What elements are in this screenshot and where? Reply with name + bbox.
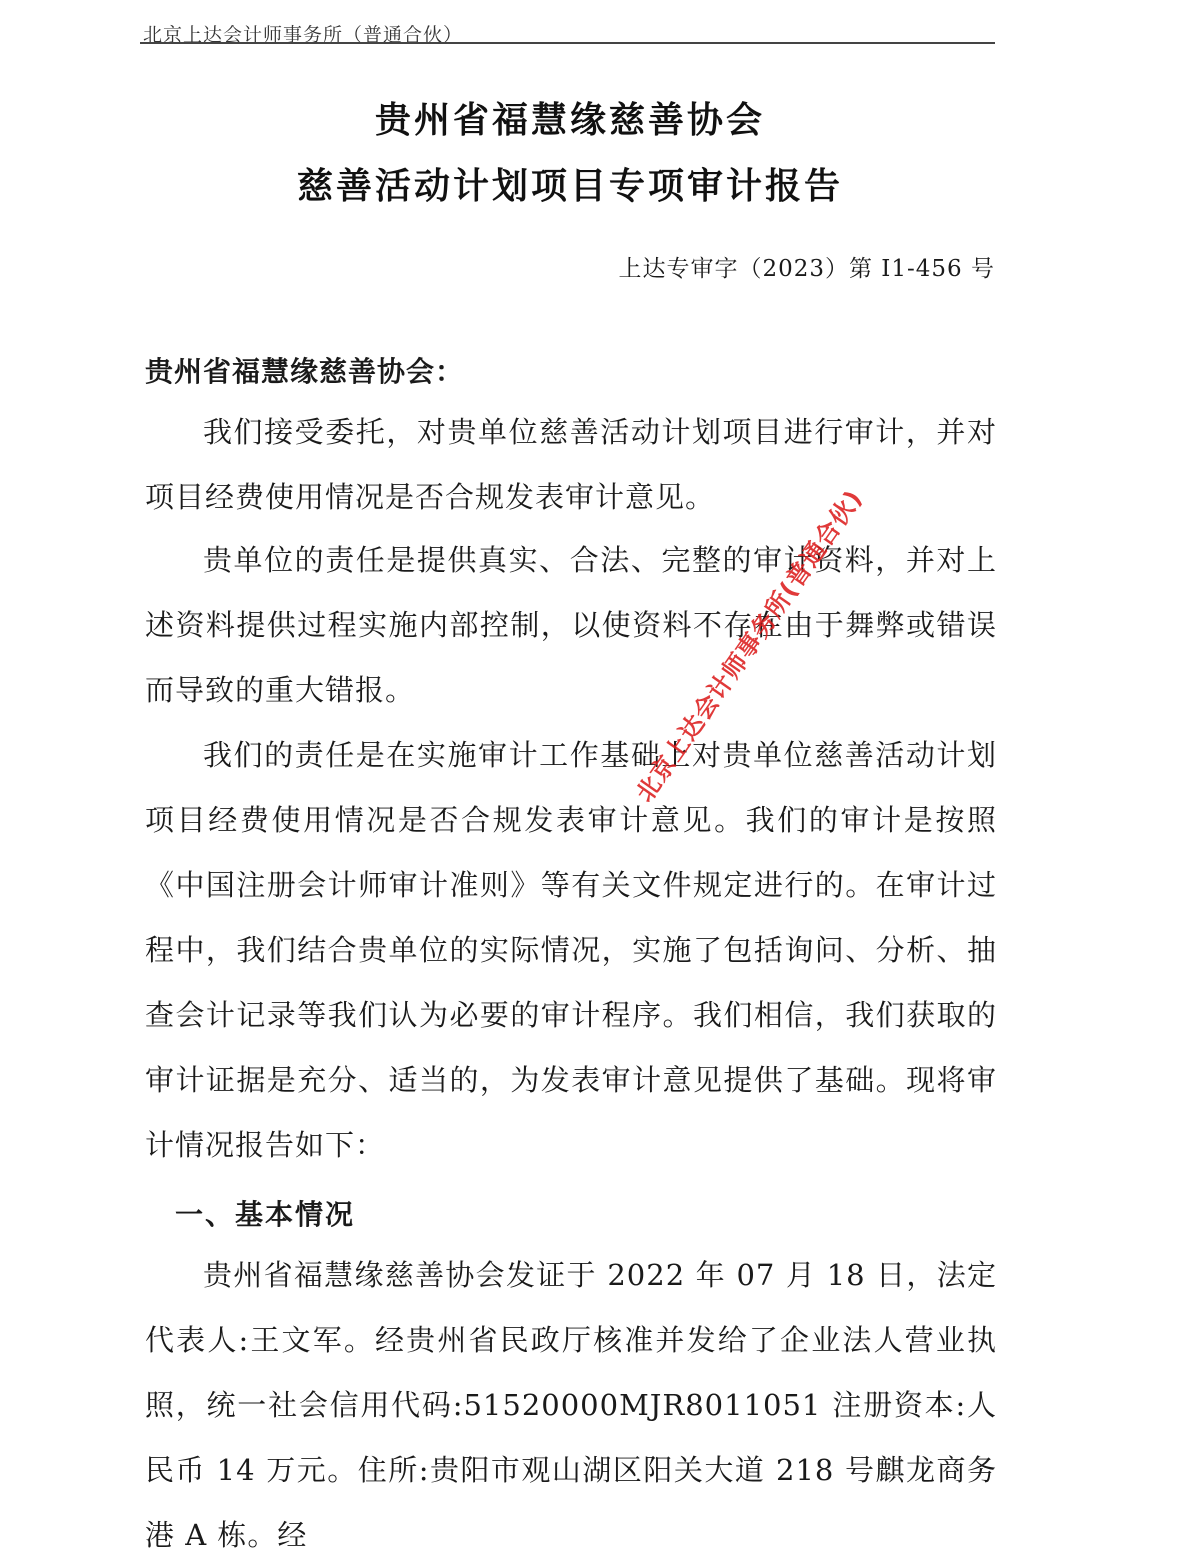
salutation: 贵州省福慧缘慈善协会：	[145, 355, 465, 388]
report-title-line1: 贵州省福慧缘慈善协会	[374, 100, 765, 141]
section-heading-basic-info: 一、基本情况	[175, 1198, 356, 1231]
header-divider	[140, 42, 995, 44]
reference-number: 上达专审字（2023）第 I1-456 号	[618, 256, 995, 282]
paragraph-auditor-responsibility: 我们的责任是在实施审计工作基础上对贵单位慈善活动计划项目经费使用情况是否合规发表审计意见。我们的审计是按照《中国注册会计师审计准则》等有关文件规定进行的。在审计过程中，我们结合贵单位的实际情况，实施了包括询问、分析、抽查会计记录等我们认为必要的审计程序。我们相信，我们获取的审计证据是充分、适当的，为发表审计意见提供了基础。现将审计情况报告如下：	[145, 738, 997, 1162]
paragraph-basic-info: 贵州省福慧缘慈善协会发证于 2022 年 07 月 18 日，法定代表人:王文军。经贵州省民政厅核准并发给了企业法人营业执照，统一社会信用代码:51520000MJR8011051 注册资本:人民币 14 万元。住所:贵阳市观山湖区阳关大道 218 号麒龙商务港 A 栋。经	[145, 1258, 997, 1552]
paragraph-client-responsibility: 贵单位的责任是提供真实、合法、完整的审计资料，并对上述资料提供过程实施内部控制，以使资料不存在由于舞弊或错误而导致的重大错报。	[145, 543, 997, 707]
report-title-line2: 慈善活动计划项目专项审计报告	[296, 166, 843, 207]
paragraph-engagement: 我们接受委托，对贵单位慈善活动计划项目进行审计，并对项目经费使用情况是否合规发表审计意见。	[145, 415, 997, 514]
firm-seal-stamp: 北京上达会计师事务所(普通合伙)	[630, 484, 868, 807]
firm-header: 北京上达会计师事务所（普通合伙）	[143, 24, 464, 46]
